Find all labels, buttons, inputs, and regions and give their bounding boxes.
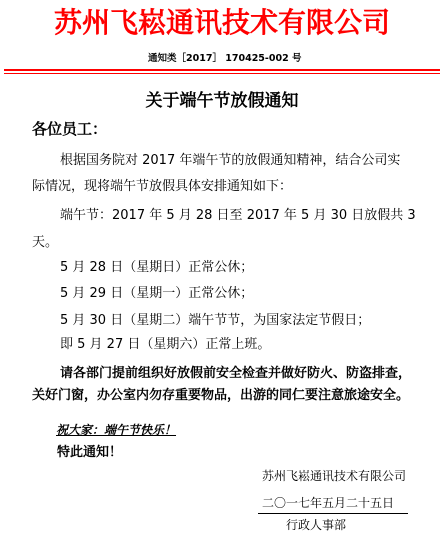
safety-notice-line1: 请各部门提前组织好放假前安全检查并做好防火、防盗排查， [60,366,412,381]
holiday-greeting: 祝大家：端午节快乐！ [56,423,177,437]
schedule-item-workday: 即 5 月 27 日（星期六）正常上班。 [60,337,271,352]
document-number: 通知类［2017］ 170425-002 号 [148,53,302,64]
signature-divider [258,513,408,514]
signature-company: 苏州飞崧通讯技术有限公司 [262,469,407,483]
holiday-period-line1: 端午节：2017 年 5 月 28 日至 2017 年 5 月 30 日放假共 3 [60,208,416,223]
paragraph-intro-line1: 根据国务院对 2017 年端午节的放假通知精神，结合公司实 [60,153,401,168]
holiday-period-line2: 天。 [32,235,59,250]
paragraph-intro-line2: 际情况，现将端午节放假具体安排通知如下： [32,179,293,194]
safety-notice-line2: 关好门窗，办公室内勿存重要物品，出游的同仁要注意旅途安全。 [32,388,410,403]
signature-department: 行政人事部 [286,518,347,532]
schedule-item: 5 月 30 日（星期二）端午节节，为国家法定节假日； [60,313,371,328]
company-header: 苏州飞崧通讯技术有限公司 [53,6,390,39]
signature-date: 二〇一七年五月二十五日 [262,496,395,510]
special-notice: 特此通知！ [57,445,123,460]
header-divider [4,69,440,71]
schedule-item: 5 月 29 日（星期一）正常公休； [60,286,254,301]
salutation: 各位员工： [32,120,108,138]
notice-title: 关于端午节放假通知 [145,91,299,111]
schedule-item: 5 月 28 日（星期日）正常公休； [60,260,254,275]
header-divider-thin [4,73,440,74]
